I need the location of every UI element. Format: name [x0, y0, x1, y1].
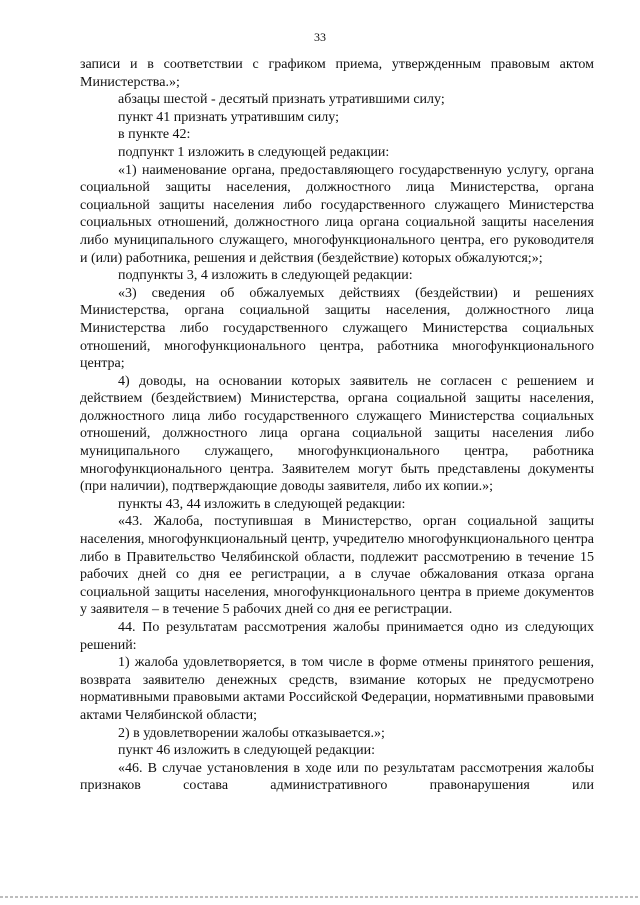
paragraph: пункт 41 признать утратившим силу; — [118, 109, 339, 125]
paragraph: «46. В случае установления в ходе или по результатам рассмотрения жалобы признаков состава административного правонарушения или — [80, 760, 594, 794]
document-body — [80, 56, 594, 795]
paragraph: пункт 46 изложить в следующей редакции: — [118, 743, 375, 759]
paragraph: пункты 43, 44 изложить в следующей редакции: — [118, 496, 406, 512]
paragraph: подпункт 1 изложить в следующей редакции: — [118, 144, 390, 160]
scan-edge-divider — [0, 896, 640, 898]
paragraph: 4) доводы, на основании которых заявитель не согласен с решением и действием (бездействием) Министерства, органа социальной защиты населения, должностного лица либо государственного служащего Министерства социальных отношений, должностного лица органа социальной защиты населения либо муниципального служащего, многофункционального центра, работника многофункционального центра. Заявителем могут быть представлены документы (при наличии), подтверждающие доводы заявителя, либо их копии.»; — [80, 373, 594, 495]
paragraph: 44. По результатам рассмотрения жалобы принимается одно из следующих решений: — [80, 620, 594, 653]
page-number: 33 — [314, 30, 326, 44]
paragraph: записи и в соответствии с графиком приема, утвержденным правовым актом Министерства.»; — [80, 57, 594, 90]
paragraph: 2) в удовлетворении жалобы отказывается.»; — [118, 725, 385, 741]
paragraph: «3) сведения об обжалуемых действиях (бездействии) и решениях Министерства, органа социальной защиты населения, должностного лица Министерства либо государственного служащего Министерства социальных отношений, многофункционального центра, работника многофункционального центра; — [80, 285, 594, 372]
paragraph: «1) наименование органа, предоставляющего государственную услугу, органа социальной защиты населения, должностного лица Министерства, органа социальной защиты населения либо государственного служащего Министерства социальных отношений, должностного лица органа социальной защиты населения либо муниципального служащего, многофункционального центра, его руководителя и (или) работника, решения и действия (бездействие) которых обжалуются;»; — [80, 162, 594, 266]
paragraph: «43. Жалоба, поступившая в Министерство, орган социальной защиты населения, многофункциональный центр, учредителю многофункционального центра либо в Правительство Челябинской области, подлежит рассмотрению в течение 15 рабочих дней со дня ее регистрации, а в случае обжалования отказа органа социальной защиты населения, многофункционального центра в приеме документов у заявителя – в течение 5 рабочих дней со дня ее регистрации. — [80, 514, 594, 618]
paragraph: абзацы шестой - десятый признать утратившими силу; — [118, 92, 445, 108]
paragraph: в пункте 42: — [118, 127, 191, 143]
paragraph: 1) жалоба удовлетворяется, в том числе в форме отмены принятого решения, возврата заявителю денежных средств, взимание которых не предусмотрено нормативными правовыми актами Российской Федерации, нормативными правовыми актами Челябинской области; — [80, 655, 594, 723]
paragraph: подпункты 3, 4 изложить в следующей редакции: — [118, 268, 413, 284]
